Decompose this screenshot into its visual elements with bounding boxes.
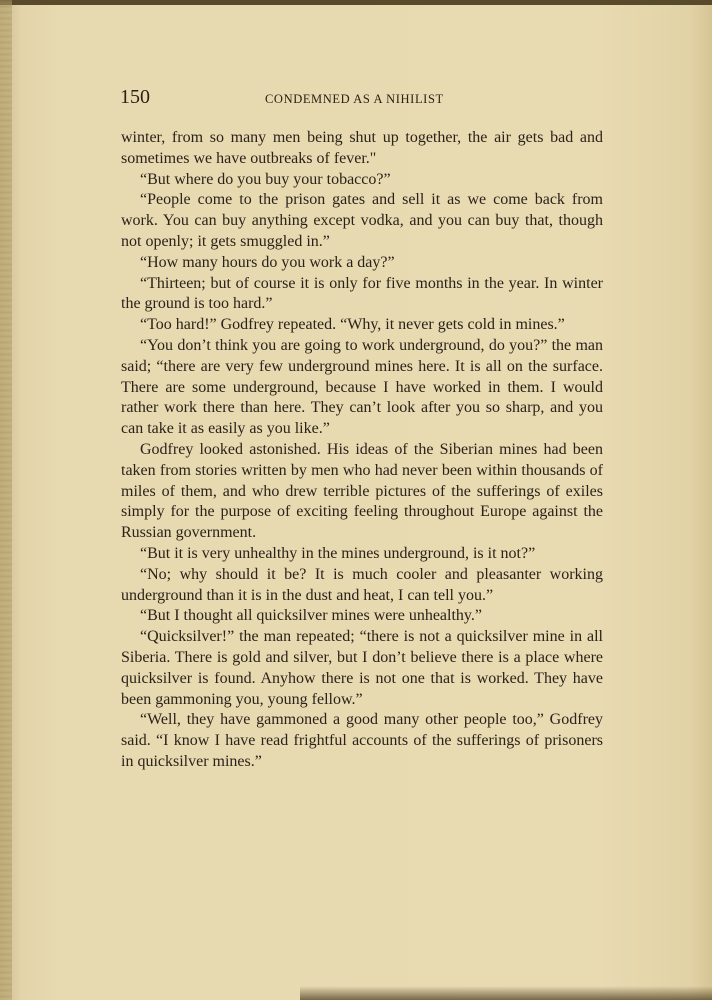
paragraph: “But I thought all quicksilver mines were unhealthy.” bbox=[140, 607, 482, 625]
paragraph: Godfrey looked astonished. His ideas of the Siberian mines had been taken from stories written by men who had never been within thousands of miles of them, and who drew terrible pictures of the sufferings of exiles simply for the purpose of exciting feeling throughout Europe against the Russian government. bbox=[121, 440, 603, 542]
body-text bbox=[121, 128, 603, 773]
book-binding-edge bbox=[0, 0, 12, 1000]
paragraph: “Thirteen; but of course it is only for five months in the year. In winter the ground is too hard.” bbox=[121, 274, 603, 313]
page-number: 150 bbox=[120, 86, 150, 108]
paragraph: “But where do you buy your tobacco?” bbox=[140, 170, 391, 188]
page-header bbox=[120, 86, 610, 112]
paragraph: “People come to the prison gates and sell it as we come back from work. You can buy anything except vodka, and you can buy that, though not openly; it gets smuggled in.” bbox=[121, 191, 603, 250]
paragraph: “How many hours do you work a day?” bbox=[140, 253, 395, 271]
paragraph: “Well, they have gammoned a good many other people too,” Godfrey said. “I know I have read frightful accounts of the sufferings of prisoners in quicksilver mines.” bbox=[121, 711, 603, 770]
paragraph: “Too hard!” Godfrey repeated. “Why, it never gets cold in mines.” bbox=[140, 316, 565, 334]
paragraph: “No; why should it be? It is much cooler and pleasanter working underground than it is in the dust and heat, I can tell you.” bbox=[121, 565, 603, 604]
paragraph: winter, from so many men being shut up together, the air gets bad and sometimes we have outbreaks of fever." bbox=[121, 129, 603, 167]
paragraph: “Quicksilver!” the man repeated; “there is not a quicksilver mine in all Siberia. There is gold and silver, but I don’t believe there is a place where quicksilver is found. Anyhow there is not one that is worked. They have been gammoning you, young fellow.” bbox=[121, 628, 603, 708]
paragraph: “You don’t think you are going to work underground, do you?” the man said; “there are very few underground mines here. It is all on the surface. There are some underground, because I have worked in them. I would rather work there than here. They can’t look after you so sharp, and you can take it as easily as you like.” bbox=[121, 336, 603, 438]
running-title: CONDEMNED AS A NIHILIST bbox=[265, 92, 444, 106]
page-top-edge bbox=[0, 0, 712, 5]
page-bottom-edge bbox=[300, 986, 712, 1000]
paragraph: “But it is very unhealthy in the mines underground, is it not?” bbox=[140, 544, 536, 562]
